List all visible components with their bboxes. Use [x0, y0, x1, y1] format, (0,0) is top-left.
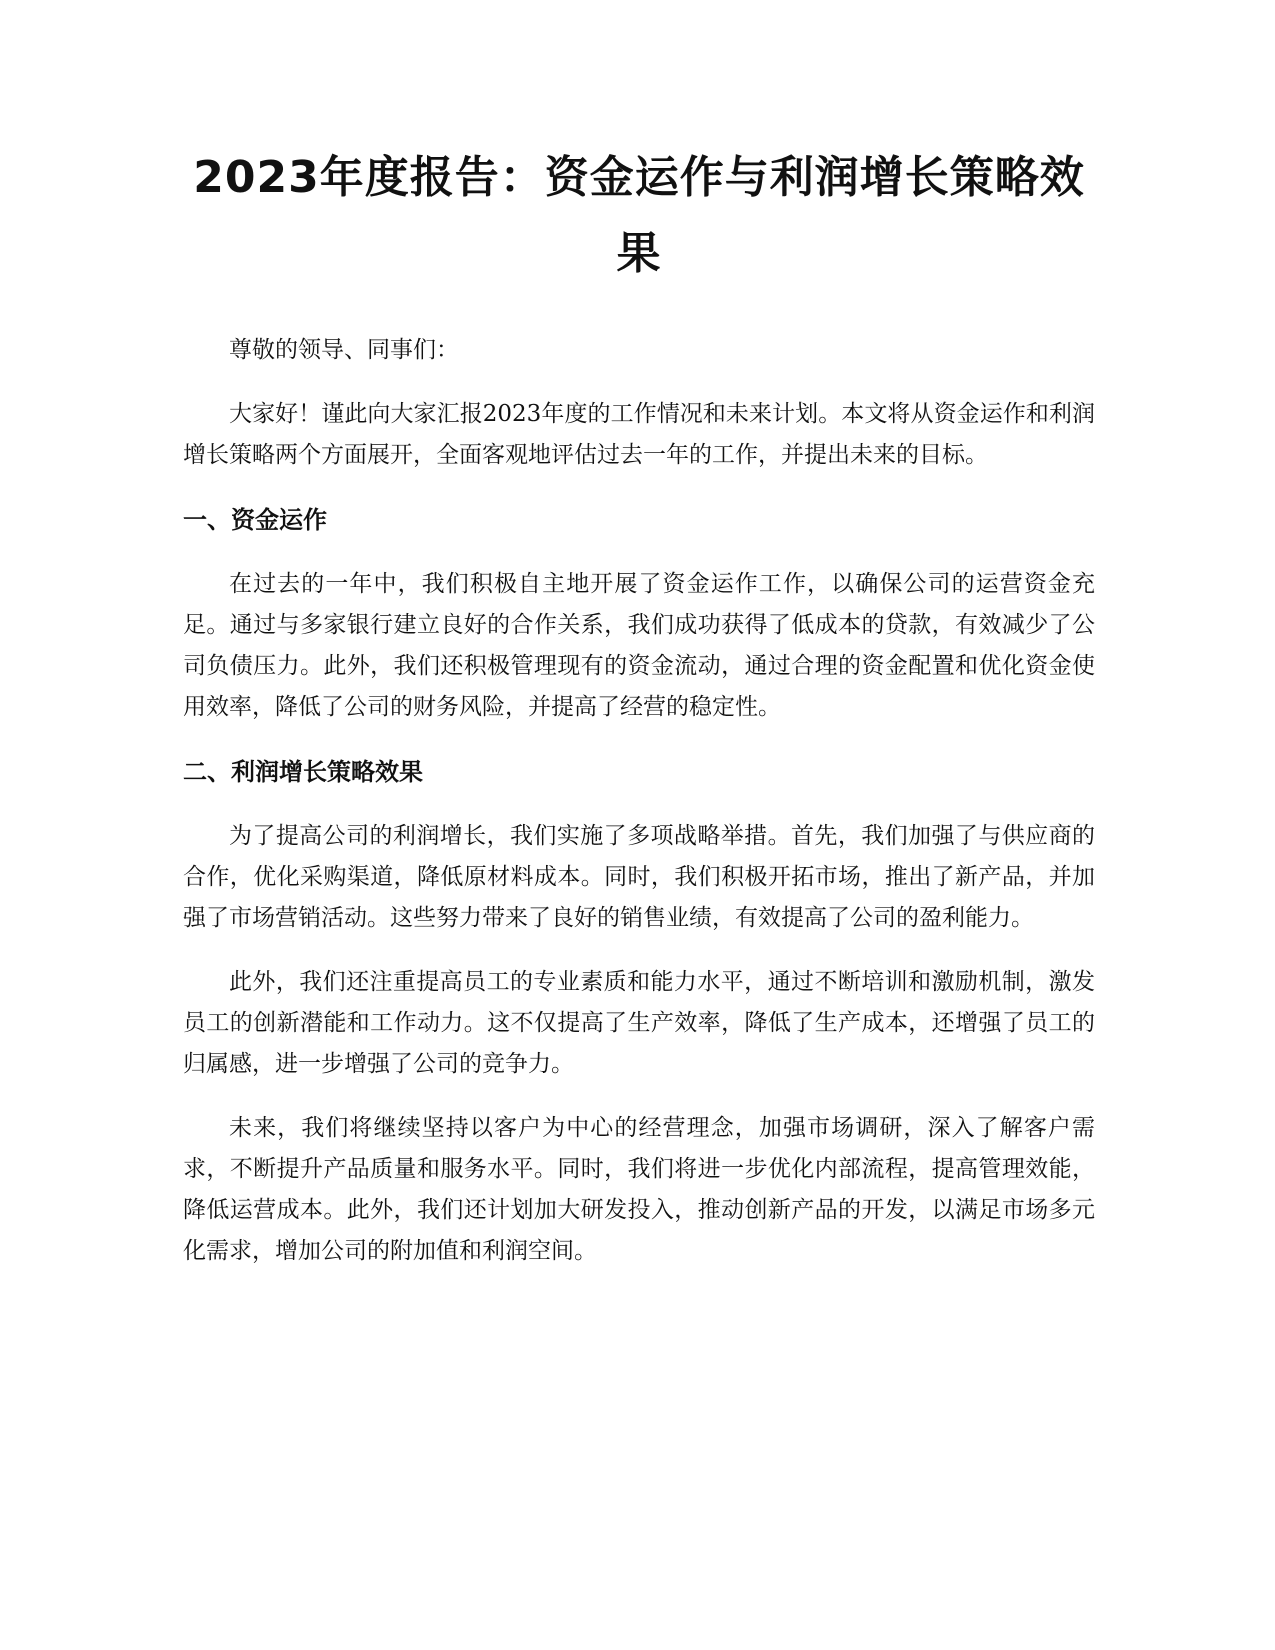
section-paragraph: 此外，我们还注重提高员工的专业素质和能力水平，通过不断培训和激励机制，激发员工的创新潜能和工作动力。这不仅提高了生产效率，降低了生产成本，还增强了员工的归属感，进一步增强了公司的竞争力。 [183, 969, 1095, 1077]
document-page [183, 140, 1095, 1272]
section-paragraph: 未来，我们将继续坚持以客户为中心的经营理念，加强市场调研，深入了解客户需求，不断提升产品质量和服务水平。同时，我们将进一步优化内部流程，提高管理效能，降低运营成本。此外，我们还计划加大研发投入，推动创新产品的开发，以满足市场多元化需求，增加公司的附加值和利润空间。 [183, 1115, 1095, 1264]
section-profit-growth [183, 752, 1095, 1272]
section-paragraph: 在过去的一年中，我们积极自主地开展了资金运作工作，以确保公司的运营资金充足。通过与多家银行建立良好的合作关系，我们成功获得了低成本的贷款，有效减少了公司负债压力。此外，我们还积极管理现有的资金流动，通过合理的资金配置和优化资金使用效率，降低了公司的财务风险，并提高了经营的稳定性。 [183, 571, 1095, 720]
document-title: 2023年度报告：资金运作与利润增长策略效果 [193, 152, 1085, 279]
section-heading: 二、利润增长策略效果 [183, 758, 423, 786]
section-heading: 一、资金运作 [183, 506, 327, 534]
salutation: 尊敬的领导、同事们： [229, 337, 459, 363]
section-paragraph: 为了提高公司的利润增长，我们实施了多项战略举措。首先，我们加强了与供应商的合作，优化采购渠道，降低原材料成本。同时，我们积极开拓市场，推出了新产品，并加强了市场营销活动。这些努力带来了良好的销售业绩，有效提高了公司的盈利能力。 [183, 823, 1095, 931]
section-fund-operations [183, 500, 1095, 728]
intro-paragraph: 大家好！谨此向大家汇报2023年度的工作情况和未来计划。本文将从资金运作和利润增长策略两个方面展开，全面客观地评估过去一年的工作，并提出未来的目标。 [183, 401, 1095, 468]
